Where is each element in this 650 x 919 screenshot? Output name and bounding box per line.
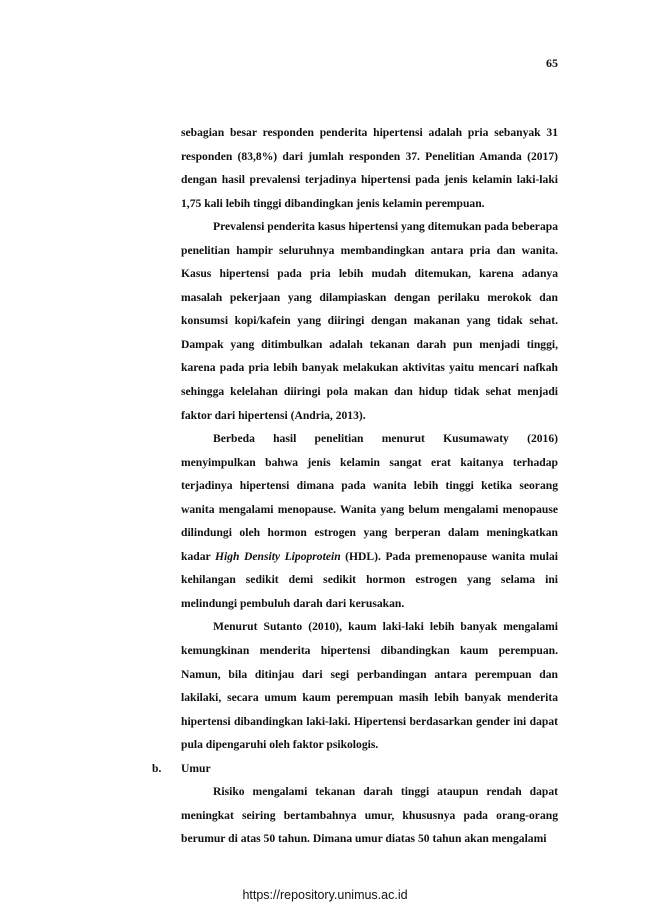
repository-url-footer[interactable]: https://repository.unimus.ac.id <box>242 888 408 902</box>
paragraph-3 <box>181 427 558 615</box>
page-number: 65 <box>546 56 558 70</box>
paragraph-3-text-a: Berbeda hasil penelitian menurut Kusumawaty (2016) menyimpulkan bahwa jenis kelamin sangat erat kaitanya terhadap terjadinya hipertensi dimana pada wanita lebih tinggi ketika seorang wanita mengalami menopause. Wanita yang belum mengalami menopause dilindungi oleh hormon estrogen yang berperan dalam meningkatkan kadar <box>181 432 558 563</box>
paragraph-2: Prevalensi penderita kasus hipertensi yang ditemukan pada beberapa penelitian hampir seluruhnya membandingkan antara pria dan wanita. Kasus hipertensi pada pria lebih mudah ditemukan, karena adanya masalah pekerjaan yang dilampiaskan dengan perilaku merokok dan konsumsi kopi/kafein yang diiringi dengan makanan yang tidak sehat. Dampak yang ditimbulkan adalah tekanan darah pun menjadi tinggi, karena pada pria lebih banyak melakukan aktivitas yaitu mencari nafkah sehingga kelelahan diiringi pola makan dan hidup tidak sehat menjadi faktor dari hipertensi (Andria, 2013). <box>181 220 558 422</box>
section-heading-umur <box>152 757 558 781</box>
section-marker: b. <box>152 761 162 775</box>
paragraph-1: sebagian besar responden penderita hipertensi adalah pria sebanyak 31 responden (83,8%) dari jumlah responden 37. Penelitian Amanda (2017) dengan hasil prevalensi terjadinya hipertensi pada jenis kelamin laki-laki 1,75 kali lebih tinggi dibandingkan jenis kelamin perempuan. <box>181 126 558 210</box>
paragraph-5: Risiko mengalami tekanan darah tinggi ataupun rendah dapat meningkat seiring bertambahnya umur, khususnya pada orang-orang berumur di atas 50 tahun. Dimana umur diatas 50 tahun akan mengalami <box>181 785 558 846</box>
page-body <box>152 121 558 851</box>
section-title: Umur <box>181 761 211 775</box>
paragraph-3-text-b: (HDL). Pada premenopause wanita mulai kehilangan sedikit demi sedikit hormon estrogen yang selama ini melindungi pembuluh darah dari kerusakan. <box>181 549 558 610</box>
paragraph-4: Menurut Sutanto (2010), kaum laki-laki lebih banyak mengalami kemungkinan menderita hipertensi dibandingkan kaum perempuan. Namun, bila ditinjau dari segi perbandingan antara perempuan dan lakilaki, secara umum kaum perempuan masih lebih banyak menderita hipertensi dibandingkan laki-laki. Hipertensi berdasarkan gender ini dapat pula dipengaruhi oleh faktor psikologis. <box>181 620 558 752</box>
hdl-term-italic: High Density Lipoprotein <box>214 549 341 563</box>
